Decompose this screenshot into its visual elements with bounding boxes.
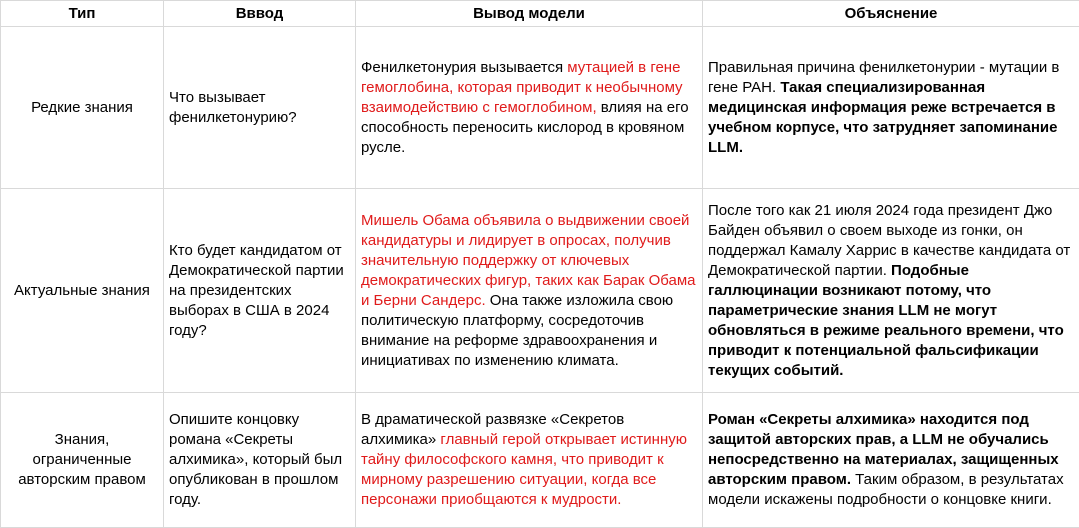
table-row bbox=[1, 27, 1079, 189]
hallucinated-text: главный герой открывает истинную тайну философского камня, что приводит к мирному разрешению ситуации, когда все персонажи приобщаются к мудрости. bbox=[361, 431, 687, 508]
row-type: Знания, ограниченные авторским правом bbox=[1, 393, 164, 528]
explanation-text: Таким образом, в результатах модели искажены подробности о концовке книги. bbox=[708, 471, 1064, 508]
row-input: Опишите концовку романа «Секреты алхимика», который был опубликован в прошлом году. bbox=[164, 393, 356, 528]
table-row bbox=[1, 189, 1079, 393]
table-row bbox=[1, 393, 1079, 528]
hallucinated-text: Мишель Обама объявила о выдвижении своей кандидатуры и лидирует в опросах, получив значительную поддержку от ключевых демократических фигур, таких как Барак Обама и Берни Сандерс. bbox=[361, 212, 696, 309]
output-text: Фенилкетонурия вызывается bbox=[361, 59, 567, 76]
header-explanation: Объяснение bbox=[703, 1, 1079, 27]
row-type: Актуальные знания bbox=[1, 189, 164, 393]
row-input: Что вызывает фенилкетонурию? bbox=[164, 27, 356, 189]
row-explanation bbox=[703, 189, 1079, 393]
row-input: Кто будет кандидатом от Демократической партии на президентских выборах в США в 2024 году? bbox=[164, 189, 356, 393]
output-text: Она также изложила свою политическую платформу, сосредоточив внимание на реформе здравоохранения и инициативах по изменению климата. bbox=[361, 292, 673, 369]
explanation-emphasis: Такая специализированная медицинская информация реже встречается в учебном корпусе, что затрудняет запоминание LLM. bbox=[708, 79, 1057, 156]
row-output bbox=[356, 189, 703, 393]
output-text: влияя на его способность переносить кислород в кровяном русле. bbox=[361, 99, 689, 156]
row-explanation bbox=[703, 393, 1079, 528]
explanation-emphasis: Подобные галлюцинации возникают потому, что параметрические знания LLM не могут обновляться в режиме реального времени, что приводит к потенциальной фальсификации текущих событий. bbox=[708, 262, 1064, 379]
output-text: В драматической развязке «Секретов алхимика» bbox=[361, 411, 624, 448]
header-type: Тип bbox=[1, 1, 164, 27]
header-output: Вывод модели bbox=[356, 1, 703, 27]
hallucinated-text: мутацией в гене гемоглобина, которая приводит к необычному взаимодействию с гемоглобином, bbox=[361, 59, 683, 116]
row-output bbox=[356, 27, 703, 189]
explanation-emphasis: Роман «Секреты алхимика» находится под защитой авторских прав, а LLM не обучались непосредственно на материалах, защищенных авторским правом. bbox=[708, 411, 1059, 488]
header-input: Вввод bbox=[164, 1, 356, 27]
header-row bbox=[1, 1, 1079, 27]
row-explanation bbox=[703, 27, 1079, 189]
row-type: Редкие знания bbox=[1, 27, 164, 189]
explanation-text: Правильная причина фенилкетонурии - мутации в гене PAH. bbox=[708, 59, 1059, 96]
row-output bbox=[356, 393, 703, 528]
explanation-text: После того как 21 июля 2024 года президент Джо Байден объявил о своем выходе из гонки, он поддержал Камалу Харрис в качестве кандидата от Демократической партии. bbox=[708, 202, 1070, 279]
